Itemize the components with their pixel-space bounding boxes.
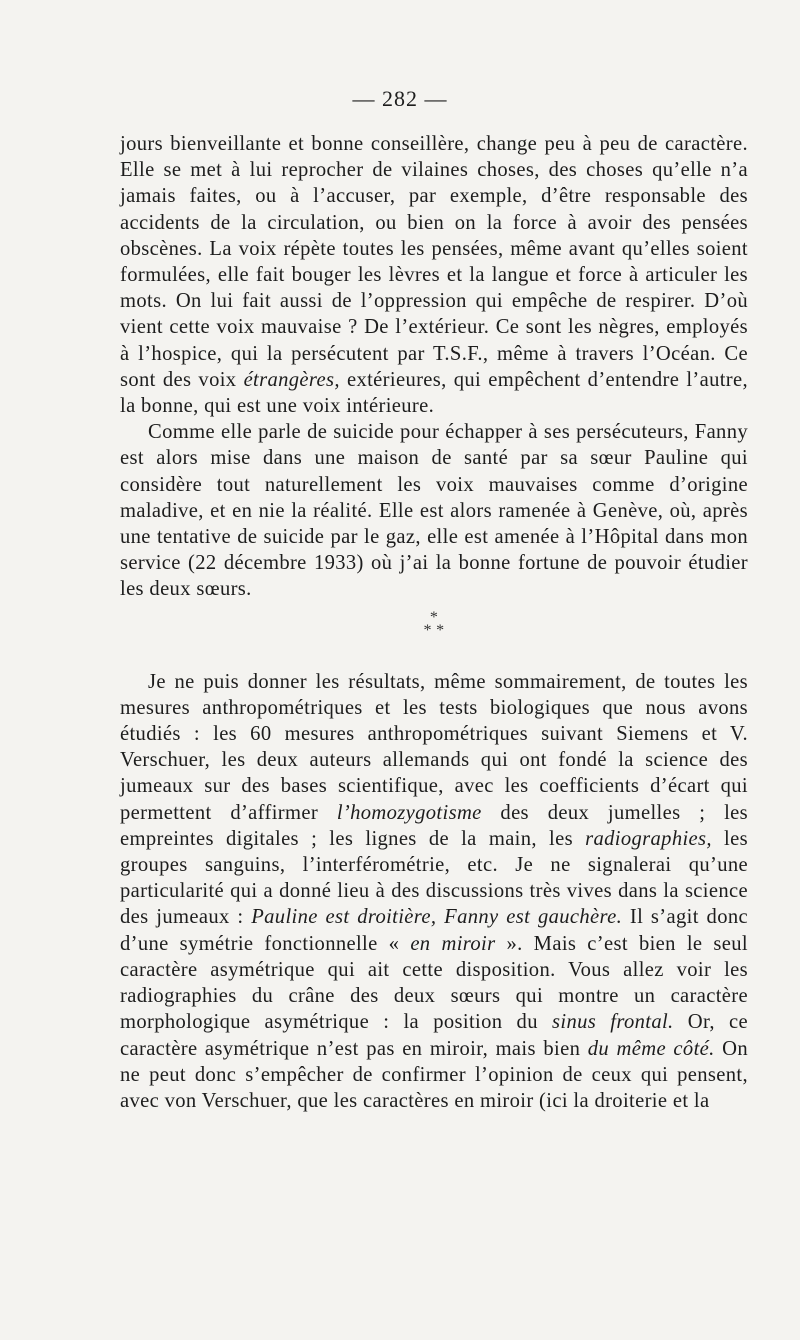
asterism-bottom: * * bbox=[423, 621, 445, 639]
text-run: Or, ce caractère asymétrique n’est pas en miroir, mais bien bbox=[120, 1011, 748, 1060]
text-run: ». Mais c’est bien le seul caractère asymétrique qui ait cette disposition. Vous allez voir les radiographies du crâne des deux sœurs qui montre un caractère morphologique asymétrique : la position du bbox=[120, 932, 748, 1034]
section-divider-asterism bbox=[120, 605, 748, 663]
text-run: extérieures, qui empêchent d’entendre l’autre, la bonne, qui est une voix intérieure. bbox=[120, 368, 749, 418]
italic-text-run: l’homozygotisme bbox=[336, 801, 482, 824]
italic-text-run: sinus frontal. bbox=[552, 1011, 674, 1034]
italic-text-run: radiographies, bbox=[585, 827, 712, 850]
text-run: les groupes sanguins, l’interférométrie, etc. Je ne signalerai qu’une particularité qui a donné lieu à des discussions très vives dans la science des jumeaux : bbox=[120, 827, 748, 929]
italic-text-run: Pauline est droitière, Fanny est gauchère. bbox=[251, 906, 623, 929]
italic-text-run: du même côté. bbox=[587, 1037, 715, 1060]
asterism-top: * bbox=[429, 608, 439, 626]
text-run: jours bienveillante et bonne conseillère, change peu à peu de caractère. Elle se met à lui reprocher de vilaines choses, des choses qu’elle n’a jamais faites, ou à l’accuser, par exemple, d’être responsable des accidents de la circulation, ou bien on la force à avoir des pensées obscènes. La voix répète toutes les pensées, même avant qu’elles soient formulées, elle fait bouger les lèvres et la langue et force à articuler les mots. On lui fait aussi de l’oppression qui empêche de respirer. D’où vient cette voix mauvaise ? De l’extérieur. Ce sont les nègres, employés à l’hospice, qui la persécutent par T.S.F., même à travers l’Océan. Ce sont des voix bbox=[120, 133, 748, 391]
text-run: Comme elle parle de suicide pour échapper à ses persécuteurs, Fanny est alors mise dans une maison de santé par sa sœur Pauline qui considère tout naturellement les voix mauvaises comme d’origine maladive, et en nie la réalité. Elle est alors ramenée à Genève, où, après une tentative de suicide par le gaz, elle est amenée à l’Hôpital dans mon service (22 décembre 1933) où j’ai la bonne fortune de pouvoir étudier les deux sœurs. bbox=[120, 421, 748, 601]
paragraph-2 bbox=[120, 419, 748, 602]
body-text bbox=[120, 131, 748, 1114]
paragraph-3 bbox=[120, 669, 748, 1114]
italic-text-run: en miroir bbox=[410, 932, 496, 955]
paragraph-1 bbox=[120, 131, 748, 419]
text-run: des deux jumelles ; les empreintes digitales ; les lignes de la main, les bbox=[120, 801, 749, 850]
page-number: — 282 — bbox=[352, 86, 448, 111]
text-run: Il s’agit donc d’une symétrie fonctionnelle « bbox=[120, 906, 748, 955]
text-run: On ne peut donc s’empêcher de confirmer l’opinion de ceux qui pensent, avec von Verschuer, que les caractères en miroir (ici la droiterie et la bbox=[120, 1037, 749, 1112]
text-run: Je ne puis donner les résultats, même sommairement, de toutes les mesures anthropométriques et les tests biologiques que nous avons étudiés : les 60 mesures anthropométriques suivant Siemens et V. Verschuer, les deux auteurs allemands qui ont fondé la science des jumeaux sur des bases scientifique, avec les coefficients d’écart qui permettent d’affirmer bbox=[120, 670, 748, 824]
italic-text-run: étrangères, bbox=[243, 368, 340, 391]
